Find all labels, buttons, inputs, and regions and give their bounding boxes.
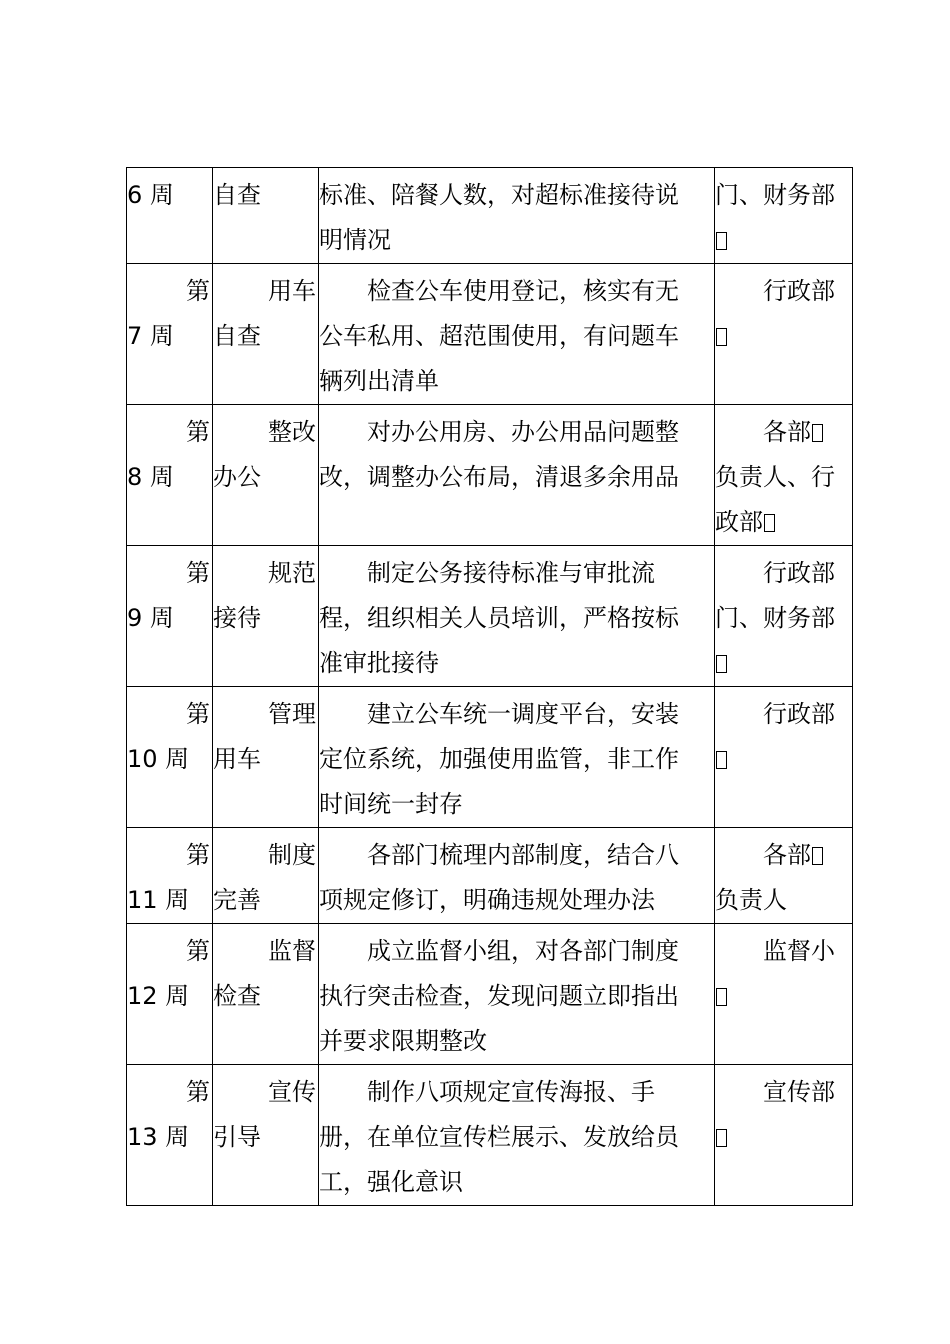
table-row — [127, 546, 853, 687]
content-line: 辆列出清单 — [319, 367, 439, 395]
owner-line: 行政部 — [763, 559, 835, 587]
content-line: 程，组织相关人员培训，严格按标 — [319, 604, 679, 632]
item-cell — [213, 828, 319, 924]
content-line: 册，在单位宣传栏展示、发放给员 — [319, 1123, 679, 1151]
owner-cell — [715, 687, 853, 828]
week-prefix: 第 — [186, 418, 210, 446]
week-cell — [127, 924, 213, 1065]
owner-line: 监督小 — [763, 937, 835, 965]
item-label: 宣传 — [268, 1078, 316, 1106]
week-prefix: 第 — [186, 841, 210, 869]
owner-line: 门、财务部 — [715, 604, 835, 632]
owner-line: 行政部 — [763, 700, 835, 728]
owner-cell — [715, 546, 853, 687]
week-prefix: 第 — [186, 700, 210, 728]
item-label: 制度 — [268, 841, 316, 869]
owner-cell — [715, 924, 853, 1065]
week-cell — [127, 405, 213, 546]
content-line: 制作八项规定宣传海报、手 — [367, 1078, 655, 1106]
owner-line: 负责人、行 — [715, 463, 835, 491]
content-line: 时间统一封存 — [319, 790, 463, 818]
owner-line: 宣传部 — [763, 1078, 835, 1106]
content-line: 检查公车使用登记，核实有无 — [367, 277, 679, 305]
content-line: 准审批接待 — [319, 649, 439, 677]
item-label: 引导 — [213, 1123, 261, 1151]
week-cell — [127, 546, 213, 687]
item-cell — [213, 546, 319, 687]
table-row — [127, 264, 853, 405]
missing-glyph-box — [716, 988, 727, 1006]
item-cell — [213, 924, 319, 1065]
item-label: 用车 — [213, 745, 261, 773]
owner-line: 政部 — [715, 508, 763, 536]
owner-cell — [715, 405, 853, 546]
table-row — [127, 687, 853, 828]
week-prefix: 第 — [186, 937, 210, 965]
content-line: 公车私用、超范围使用，有问题车 — [319, 322, 679, 350]
content-line: 并要求限期整改 — [319, 1027, 487, 1055]
content-line: 各部门梳理内部制度，结合八 — [367, 841, 679, 869]
content-line: 建立公车统一调度平台，安装 — [367, 700, 679, 728]
content-cell — [319, 1065, 715, 1206]
table-row — [127, 828, 853, 924]
content-line: 项规定修订，明确违规处理办法 — [319, 886, 655, 914]
content-line: 对办公用房、办公用品问题整 — [367, 418, 679, 446]
week-number: 10 周 — [127, 745, 190, 773]
week-cell — [127, 687, 213, 828]
owner-cell — [715, 168, 853, 264]
content-cell — [319, 264, 715, 405]
item-label: 完善 — [213, 886, 261, 914]
week-prefix: 第 — [186, 559, 210, 587]
missing-glyph-box — [716, 655, 727, 673]
item-label: 检查 — [213, 982, 261, 1010]
item-label: 监督 — [268, 937, 316, 965]
week-cell — [127, 264, 213, 405]
item-label: 自查 — [213, 181, 261, 209]
content-cell — [319, 405, 715, 546]
content-cell — [319, 924, 715, 1065]
content-cell — [319, 687, 715, 828]
missing-glyph-box — [716, 232, 727, 250]
week-number: 6 周 — [127, 181, 174, 209]
owner-cell — [715, 1065, 853, 1206]
content-line: 标准、陪餐人数，对超标准接待说 — [319, 181, 679, 209]
item-label: 用车 — [268, 277, 316, 305]
week-number: 9 周 — [127, 604, 174, 632]
content-line: 定位系统，加强使用监管，非工作 — [319, 745, 679, 773]
missing-glyph-box — [764, 514, 775, 532]
schedule-table — [126, 167, 853, 1206]
week-number: 12 周 — [127, 982, 190, 1010]
content-line: 工，强化意识 — [319, 1168, 463, 1196]
content-line: 改，调整办公布局，清退多余用品 — [319, 463, 679, 491]
missing-glyph-box — [812, 847, 823, 865]
week-number: 13 周 — [127, 1123, 190, 1151]
item-label: 管理 — [268, 700, 316, 728]
owner-line: 行政部 — [763, 277, 835, 305]
item-label: 接待 — [213, 604, 261, 632]
content-cell — [319, 828, 715, 924]
table-row — [127, 168, 853, 264]
missing-glyph-box — [716, 751, 727, 769]
item-cell — [213, 405, 319, 546]
week-cell — [127, 168, 213, 264]
content-line: 成立监督小组，对各部门制度 — [367, 937, 679, 965]
item-label: 整改 — [268, 418, 316, 446]
week-number: 8 周 — [127, 463, 174, 491]
table-row — [127, 405, 853, 546]
owner-line: 门、财务部 — [715, 181, 835, 209]
item-label: 自查 — [213, 322, 261, 350]
week-number: 11 周 — [127, 886, 190, 914]
item-cell — [213, 687, 319, 828]
table-row — [127, 924, 853, 1065]
owner-cell — [715, 828, 853, 924]
owner-line: 负责人 — [715, 886, 787, 914]
owner-line: 各部 — [763, 841, 811, 869]
missing-glyph-box — [716, 1129, 727, 1147]
content-cell — [319, 168, 715, 264]
table-row — [127, 1065, 853, 1206]
content-line: 执行突击检查，发现问题立即指出 — [319, 982, 679, 1010]
content-line: 明情况 — [319, 226, 391, 254]
item-cell — [213, 168, 319, 264]
item-label: 办公 — [213, 463, 261, 491]
content-cell — [319, 546, 715, 687]
owner-cell — [715, 264, 853, 405]
missing-glyph-box — [716, 328, 727, 346]
week-cell — [127, 1065, 213, 1206]
item-cell — [213, 264, 319, 405]
owner-line: 各部 — [763, 418, 811, 446]
content-line: 制定公务接待标准与审批流 — [367, 559, 655, 587]
missing-glyph-box — [812, 424, 823, 442]
week-prefix: 第 — [186, 277, 210, 305]
week-cell — [127, 828, 213, 924]
item-label: 规范 — [268, 559, 316, 587]
week-number: 7 周 — [127, 322, 174, 350]
item-cell — [213, 1065, 319, 1206]
week-prefix: 第 — [186, 1078, 210, 1106]
